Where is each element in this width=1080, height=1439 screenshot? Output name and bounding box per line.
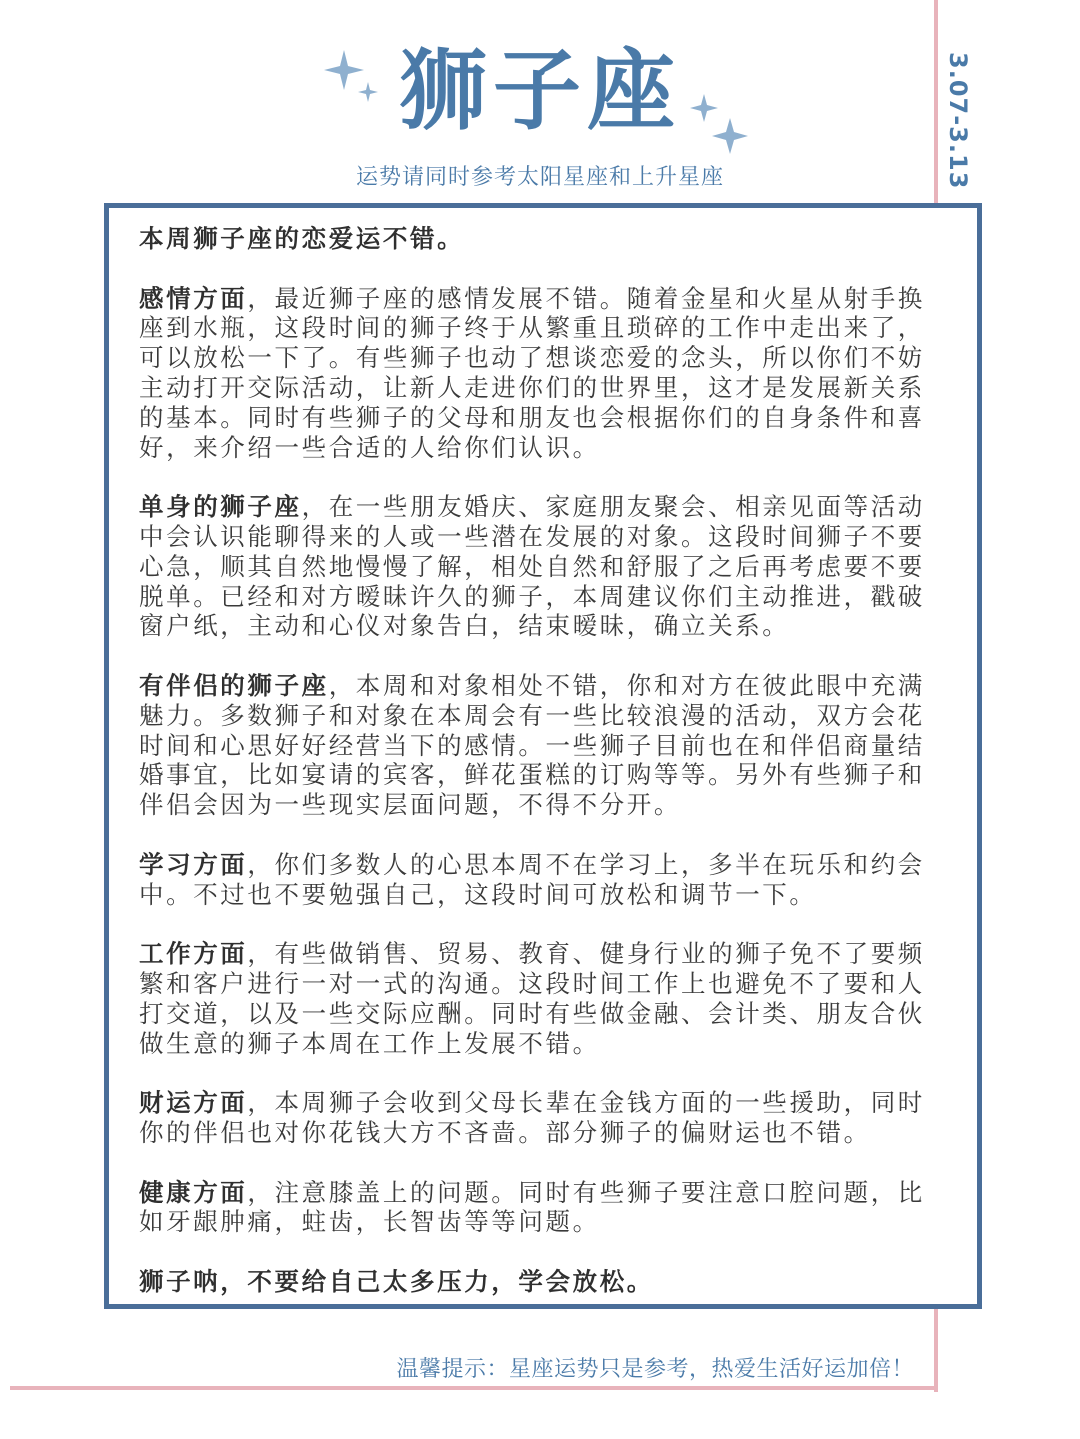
section-wealth <box>139 1088 925 1148</box>
section-heading: 健康方面 <box>139 1177 248 1207</box>
horoscope-text <box>139 224 925 1326</box>
section-partnered <box>139 671 925 820</box>
section-text: ，你们多数人的心思本周不在学习上，多半在玩乐和约会中。不过也不要勉强自己，这段时间可放松和调节一下。 <box>139 849 925 909</box>
page-subtitle: 运势请同时参考太阳星座和上升星座 <box>355 165 724 190</box>
section-work <box>139 939 925 1058</box>
section-heading: 有伴侣的狮子座 <box>139 670 329 700</box>
date-range: 3.07-3.13 <box>944 52 972 190</box>
section-single <box>139 492 925 641</box>
page-title: 狮子座 <box>398 39 681 142</box>
section-heading: 单身的狮子座 <box>139 492 302 522</box>
section-text: ，有些做销售、贸易、教育、健身行业的狮子免不了要频繁和客户进行一对一式的沟通。这段时间工作上也避免不了要和人打交道，以及一些交际应酬。同时有些做金融、会计类、朋友合伙做生意的狮子本周在工作上发展不错。 <box>139 939 925 1058</box>
section-heading: 财运方面 <box>139 1088 248 1118</box>
section-text: ，注意膝盖上的问题。同时有些狮子要注意口腔问题，比如牙龈肿痛，蛀齿，长智齿等等问题。 <box>139 1177 925 1237</box>
content-box <box>104 203 982 1309</box>
pink-horizontal-line <box>10 1386 938 1390</box>
section-study <box>139 850 925 910</box>
section-heading: 感情方面 <box>139 283 248 313</box>
section-text: ，在一些朋友婚庆、家庭朋友聚会、相亲见面等活动中会认识能聊得来的人或一些潜在发展的对象。这段时间狮子不要心急，顺其自然地慢慢了解，相处自然和舒服了之后再考虑要不要脱单。已经和对方暧昧许久的狮子，本周建议你们主动推进，戳破窗户纸，主动和心仪对象告白，结束暧昧，确立关系。 <box>139 492 925 641</box>
section-text: ，本周狮子会收到父母长辈在金钱方面的一些援助，同时你的伴侣也对你花钱大方不吝啬。部分狮子的偏财运也不错。 <box>139 1088 925 1147</box>
section-health <box>139 1178 925 1238</box>
section-heading: 工作方面 <box>139 939 248 969</box>
section-heading: 学习方面 <box>139 849 248 879</box>
section-emotion <box>139 284 925 463</box>
intro-line: 本周狮子座的恋爱运不错。 <box>139 224 465 253</box>
closing-line: 狮子呐，不要给自己太多压力，学会放松。 <box>139 1266 654 1296</box>
section-text: ，本周和对象相处不错，你和对方在彼此眼中充满魅力。多数狮子和对象在本周会有一些比较浪漫的活动，双方会花时间和心思好好经营当下的感情。一些狮子目前也在和伴侣商量结婚事宜，比如宴请的宾客，鲜花蛋糕的订购等等。另外有些狮子和伴侣会因为一些现实层面问题，不得不分开。 <box>139 670 925 820</box>
footer-tip: 温馨提示：星座运势只是参考，热爱生活好运加倍！ <box>396 1357 914 1382</box>
section-text: ，最近狮子座的感情发展不错。随着金星和火星从射手换座到水瓶，这段时间的狮子终于从繁重且琐碎的工作中走出来了，可以放松一下了。有些狮子也动了想谈恋爱的念头，所以你们不妨主动打开交际活动，让新人走进你们的世界里，这才是发展新关系的基本。同时有些狮子的父母和朋友也会根据你们的自身条件和喜好，来介绍一些合适的人给你们认识。 <box>139 283 925 462</box>
